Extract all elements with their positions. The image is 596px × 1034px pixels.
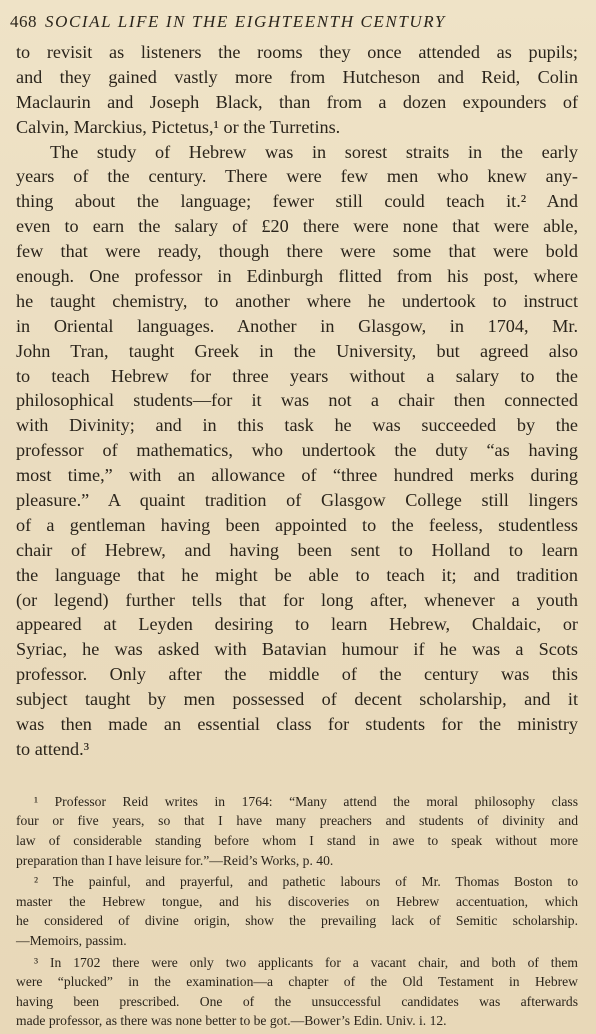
body-line: pleasure.” A quaint tradition of Glasgow College still lingers <box>16 490 578 511</box>
running-title: SOCIAL LIFE IN THE EIGHTEENTH CENTURY <box>45 12 446 31</box>
body-line: subject taught by men possessed of decent scholarship, and it <box>16 689 578 710</box>
body-text <box>10 40 582 762</box>
footnote-line: —Memoirs, passim. <box>16 932 127 948</box>
body-line: even to earn the salary of £20 there were none that were able, <box>16 216 578 237</box>
page-header <box>10 12 582 38</box>
body-line: chair of Hebrew, and having been sent to Holland to learn <box>16 539 578 560</box>
footnote-line: having been prescribed. One of the unsuccessful candidates was afterwards <box>16 993 578 1009</box>
body-line: philosophical students—for it was not a chair then connected <box>16 390 578 411</box>
footnote-line: made professor, as there was none better to be got.—Bower’s Edin. Univ. i. 12. <box>16 1013 447 1029</box>
body-line: John Tran, taught Greek in the University, but agreed also <box>16 340 578 361</box>
body-line: the language that he might be able to teach it; and tradition <box>16 564 578 585</box>
body-line: few that were ready, though there were some that were bold <box>16 241 578 262</box>
page-number: 468 <box>10 12 37 31</box>
footnote-line: were “plucked” in the examination—a chapter of the Old Testament in Hebrew <box>16 974 578 990</box>
body-line: Syriac, he was asked with Batavian humour if he was a Scots <box>16 639 578 660</box>
body-line: most time,” with an allowance of “three hundred merks during <box>16 465 578 486</box>
body-line: years of the century. There were few men who knew any- <box>16 166 578 187</box>
footnotes <box>10 792 582 1031</box>
body-line: The study of Hebrew was in sorest straits in the early <box>50 141 578 162</box>
footnote-line: ¹ Professor Reid writes in 1764: “Many attend the moral philosophy class <box>34 793 578 809</box>
body-line: in Oriental languages. Another in Glasgow, in 1704, Mr. <box>16 315 578 336</box>
body-line: thing about the language; fewer still could teach it.² And <box>16 191 578 212</box>
body-line: professor. Only after the middle of the century was this <box>16 664 578 685</box>
footnote-line: preparation than I have leisure for.”—Reid’s Works, p. 40. <box>16 852 334 868</box>
footnote-line: four or five years, so that I have many preachers and students of divinity and <box>16 813 578 829</box>
body-line: and they gained vastly more from Hutcheson and Reid, Colin <box>16 66 578 87</box>
body-line: to attend.³ <box>16 738 90 759</box>
body-line: he taught chemistry, to another where he undertook to instruct <box>16 290 578 311</box>
body-line: professor of mathematics, who undertook the duty “as having <box>16 440 578 461</box>
footnote-line: he considered of divine origin, show the prevailing lack of Semitic scholarship. <box>16 913 578 929</box>
footnote-line: ³ In 1702 there were only two applicants for a vacant chair, and both of them <box>34 954 578 970</box>
body-line: of a gentleman having been appointed to the feeless, studentless <box>16 514 578 535</box>
body-line: to teach Hebrew for three years without a salary to the <box>16 365 578 386</box>
body-line: Maclaurin and Joseph Black, than from a dozen expounders of <box>16 91 578 112</box>
body-line: (or legend) further tells that for long after, whenever a youth <box>16 589 578 610</box>
body-line: appeared at Leyden desiring to learn Hebrew, Chaldaic, or <box>16 614 578 635</box>
footnote-line: law of considerable standing before whom I stand in awe to speak without more <box>16 833 578 849</box>
footnote-line: ² The painful, and prayerful, and pathetic labours of Mr. Thomas Boston to <box>34 874 578 890</box>
body-line: with Divinity; and in this task he was succeeded by the <box>16 415 578 436</box>
body-line: Calvin, Marckius, Pictetus,¹ or the Turretins. <box>16 116 341 137</box>
footnote-line: master the Hebrew tongue, and his discoveries on Hebrew accentuation, which <box>16 893 578 909</box>
body-line: was then made an essential class for students for the ministry <box>16 714 578 735</box>
body-line: enough. One professor in Edinburgh flitted from his post, where <box>16 266 578 287</box>
body-line: to revisit as listeners the rooms they once attended as pupils; <box>16 42 578 62</box>
